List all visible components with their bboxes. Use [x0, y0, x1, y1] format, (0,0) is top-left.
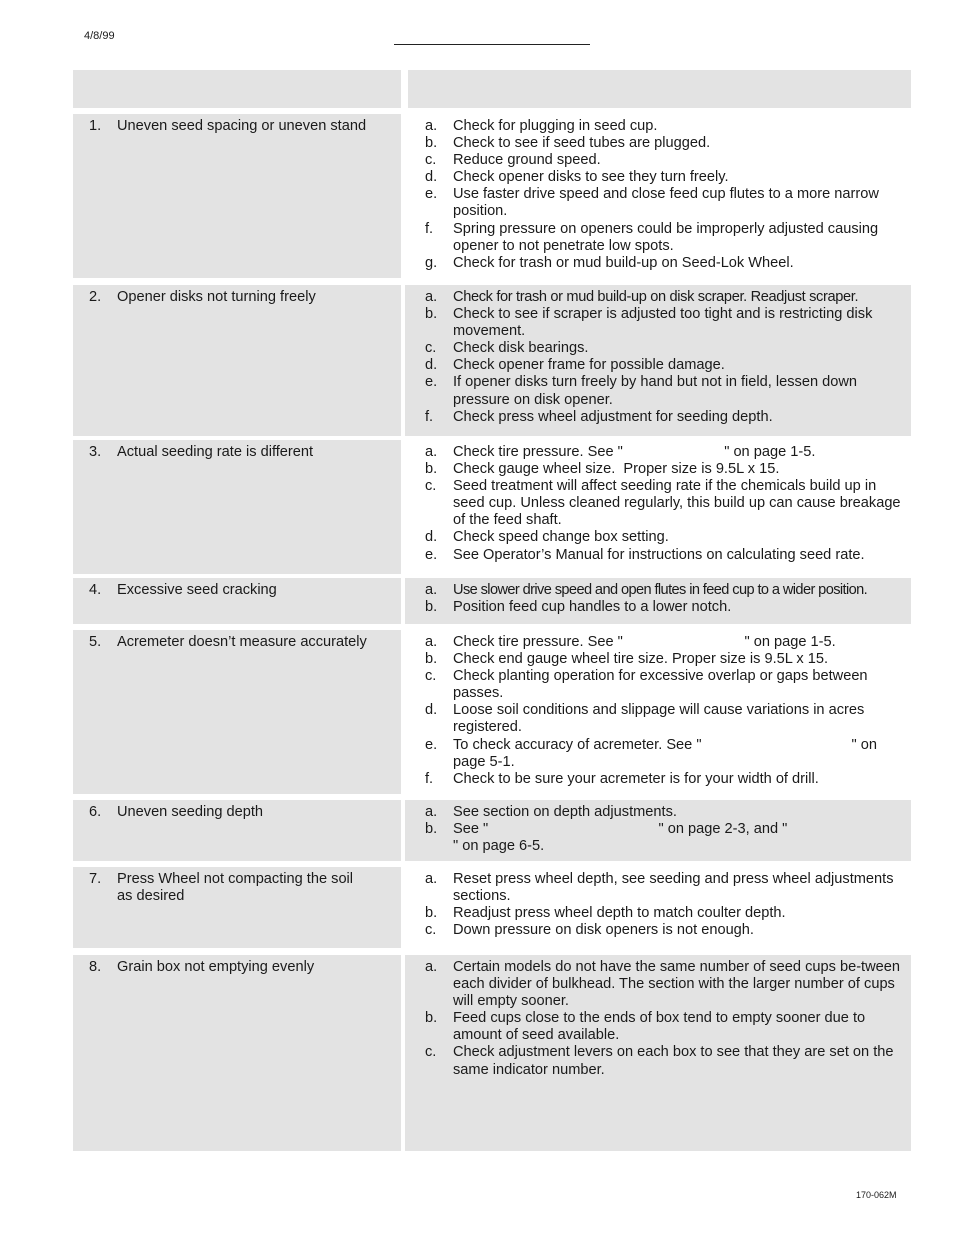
solution-letter: f.: [425, 408, 434, 425]
problem-text: Uneven seed spacing or uneven stand: [117, 118, 367, 134]
solution-letter: b.: [425, 1010, 438, 1027]
solution-letter: c.: [425, 922, 437, 939]
problem-cell: [73, 800, 401, 861]
solution-item: [425, 478, 905, 529]
document-date: 4/8/99: [84, 30, 115, 42]
solution-letter: b.: [425, 905, 438, 922]
solution-text: Reduce ground speed.: [453, 152, 601, 169]
solution-letter: g.: [425, 254, 438, 271]
solution-item: [425, 771, 905, 788]
solution-list: [425, 871, 905, 939]
solution-letter: c.: [425, 668, 437, 685]
solution-item: [425, 599, 905, 616]
solution-letter: a.: [425, 634, 438, 650]
solution-letter: a.: [425, 582, 438, 598]
solution-letter: f.: [425, 770, 434, 787]
solution-item: [425, 668, 905, 702]
solution-item: [425, 169, 905, 186]
solution-cell: [405, 578, 911, 624]
solution-text: Check press wheel adjustment for seeding depth.: [453, 408, 773, 425]
solution-text: Check for plugging in seed cup.: [453, 118, 658, 134]
solution-text: Check speed change box setting.: [453, 529, 669, 546]
solution-item: [425, 634, 905, 651]
problem-number: 2.: [89, 289, 102, 305]
solution-item: [425, 922, 905, 939]
solution-text: Check for trash or mud build-up on disk scraper. Readjust scraper.: [453, 289, 859, 305]
solution-text: Certain models do not have the same number of seed cups be-tween each divider of bulkhead. The section with the larger number of cups will empty sooner.: [453, 959, 900, 1010]
table-header-solution: [408, 70, 911, 108]
problem-number: 7.: [89, 871, 102, 887]
solution-text: Loose soil conditions and slippage will cause variations in acres registered.: [453, 702, 865, 736]
solution-item: [425, 737, 905, 771]
solution-text: Check adjustment levers on each box to see that they are set on the same indicator number.: [453, 1044, 894, 1078]
solution-letter: d.: [425, 357, 438, 374]
solution-letter: b.: [425, 135, 438, 152]
solution-item: [425, 340, 905, 357]
solution-list: [425, 582, 905, 616]
solution-item: [425, 821, 905, 855]
solution-item: [425, 255, 905, 272]
solution-item: [425, 444, 905, 461]
solution-item: [425, 905, 905, 922]
solution-cell: [405, 867, 911, 948]
solution-letter: e.: [425, 186, 438, 203]
problem-number: 1.: [89, 118, 102, 134]
solution-text: Reset press wheel depth, see seeding and press wheel adjustments sections.: [453, 871, 894, 905]
solution-letter: b.: [425, 306, 438, 323]
solution-letter: e.: [425, 546, 438, 563]
problem-text: Excessive seed cracking: [117, 582, 277, 598]
solution-text: See Operator’s Manual for instructions on calculating seed rate.: [453, 546, 865, 563]
solution-letter: b.: [425, 651, 438, 668]
solution-letter: a.: [425, 289, 438, 305]
solution-letter: b.: [425, 599, 438, 616]
solution-letter: c.: [425, 1044, 437, 1061]
solution-list: [425, 444, 905, 564]
solution-letter: b.: [425, 461, 438, 478]
problem-cell: [73, 630, 401, 794]
solution-text: Check opener disks to see they turn freely.: [453, 169, 729, 186]
solution-item: [425, 1044, 905, 1078]
problem-cell: [73, 440, 401, 574]
solution-text: Use slower drive speed and open flutes in feed cup to a wider position.: [453, 582, 868, 598]
solution-list: [425, 804, 905, 855]
solution-letter: d.: [425, 529, 438, 546]
solution-cell: [405, 955, 911, 1151]
solution-text: Check tire pressure. See " " on page 1-5.: [453, 634, 836, 650]
problem-number: 6.: [89, 804, 102, 820]
solution-item: [425, 409, 905, 426]
solution-item: [425, 461, 905, 478]
solution-letter: a.: [425, 118, 438, 134]
solution-text: Check to be sure your acremeter is for your width of drill.: [453, 770, 819, 787]
solution-cell: [405, 114, 911, 278]
solution-cell: [405, 440, 911, 574]
solution-item: [425, 702, 905, 736]
solution-text: Check for trash or mud build-up on Seed-Lok Wheel.: [453, 254, 794, 271]
table-header-problem: [73, 70, 401, 108]
solution-letter: e.: [425, 736, 438, 753]
solution-letter: d.: [425, 169, 438, 186]
solution-item: [425, 118, 905, 135]
solution-item: [425, 306, 905, 340]
table-row-5: [73, 630, 911, 794]
solution-letter: a.: [425, 871, 438, 887]
solution-text: If opener disks turn freely by hand but not in field, lessen down pressure on disk opener.: [453, 374, 858, 408]
table-row-6: [73, 800, 911, 861]
problem-number: 4.: [89, 582, 102, 598]
solution-letter: d.: [425, 702, 438, 719]
solution-letter: e.: [425, 374, 438, 391]
table-row-8: [73, 955, 911, 1151]
problem-cell: [73, 955, 401, 1151]
solution-text: Check end gauge wheel tire size. Proper size is 9.5L x 15.: [453, 651, 829, 668]
problem-text: Opener disks not turning freely: [117, 289, 316, 305]
solution-text: Spring pressure on openers could be improperly adjusted causing opener to not penetrate low spots.: [453, 220, 879, 254]
problem-text: Acremeter doesn’t measure accurately: [117, 634, 367, 650]
solution-letter: f.: [425, 220, 434, 237]
solution-text: Seed treatment will affect seeding rate if the chemicals build up in seed cup. Unless cleaned regularly, this build up can cause breakage of the feed shaft.: [453, 478, 901, 529]
solution-item: [425, 357, 905, 374]
table-row-4: [73, 578, 911, 624]
table-row-3: [73, 440, 911, 574]
problem-cell: [73, 285, 401, 436]
solution-item: [425, 547, 905, 564]
problem-cell: [73, 578, 401, 624]
table-row-2: [73, 285, 911, 436]
solution-text: Readjust press wheel depth to match coulter depth.: [453, 905, 786, 922]
solution-item: [425, 186, 905, 220]
problem-cell: [73, 867, 401, 948]
solution-text: Check planting operation for excessive overlap or gaps between passes.: [453, 668, 868, 702]
solution-text: Check to see if scraper is adjusted too tight and is restricting disk movement.: [453, 306, 873, 340]
problem-number: 3.: [89, 444, 102, 460]
solution-text: Check to see if seed tubes are plugged.: [453, 135, 711, 152]
title-underline: [394, 44, 590, 45]
table-row-7: [73, 867, 911, 948]
solution-list: [425, 118, 905, 272]
solution-item: [425, 221, 905, 255]
problem-text: Press Wheel not compacting the soil as desired: [117, 871, 354, 904]
solution-cell: [405, 800, 911, 861]
solution-item: [425, 959, 905, 1010]
solution-text: See " " on page 2-3, and " " on page 6-5.: [453, 821, 901, 855]
solution-item: [425, 152, 905, 169]
solution-letter: c.: [425, 340, 437, 357]
problem-number: 5.: [89, 634, 102, 650]
solution-item: [425, 871, 905, 905]
solution-letter: b.: [425, 821, 438, 838]
solution-text: See section on depth adjustments.: [453, 804, 677, 820]
solution-item: [425, 651, 905, 668]
solution-cell: [405, 630, 911, 794]
solution-letter: a.: [425, 959, 438, 975]
problem-text: Uneven seeding depth: [117, 804, 264, 820]
document-code: 170-062M: [856, 1190, 897, 1200]
solution-cell: [405, 285, 911, 436]
solution-text: Check tire pressure. See " " on page 1-5.: [453, 444, 816, 460]
solution-text: Position feed cup handles to a lower notch.: [453, 599, 732, 616]
solution-item: [425, 529, 905, 546]
solution-item: [425, 289, 905, 306]
solution-text: Feed cups close to the ends of box tend to empty sooner due to amount of seed available.: [453, 1010, 866, 1044]
problem-text: Grain box not emptying evenly: [117, 959, 315, 975]
solution-item: [425, 374, 905, 408]
problem-number: 8.: [89, 959, 102, 975]
solution-list: [425, 289, 905, 426]
solution-letter: c.: [425, 478, 437, 495]
problem-cell: [73, 114, 401, 278]
solution-list: [425, 959, 905, 1079]
solution-text: To check accuracy of acremeter. See " " on page 5-1.: [453, 736, 882, 770]
solution-letter: a.: [425, 444, 438, 460]
solution-item: [425, 135, 905, 152]
solution-letter: a.: [425, 804, 438, 820]
solution-text: Use faster drive speed and close feed cup flutes to a more narrow position.: [453, 186, 879, 220]
solution-item: [425, 1010, 905, 1044]
solution-text: Check disk bearings.: [453, 340, 589, 357]
solution-letter: c.: [425, 152, 437, 169]
solution-text: Check gauge wheel size. Proper size is 9.5L x 15.: [453, 461, 780, 478]
solution-item: [425, 582, 905, 599]
solution-text: Check opener frame for possible damage.: [453, 357, 725, 374]
solution-item: [425, 804, 905, 821]
solution-list: [425, 634, 905, 788]
problem-text: Actual seeding rate is different: [117, 444, 314, 460]
table-row-1: [73, 114, 911, 278]
solution-text: Down pressure on disk openers is not enough.: [453, 922, 754, 939]
